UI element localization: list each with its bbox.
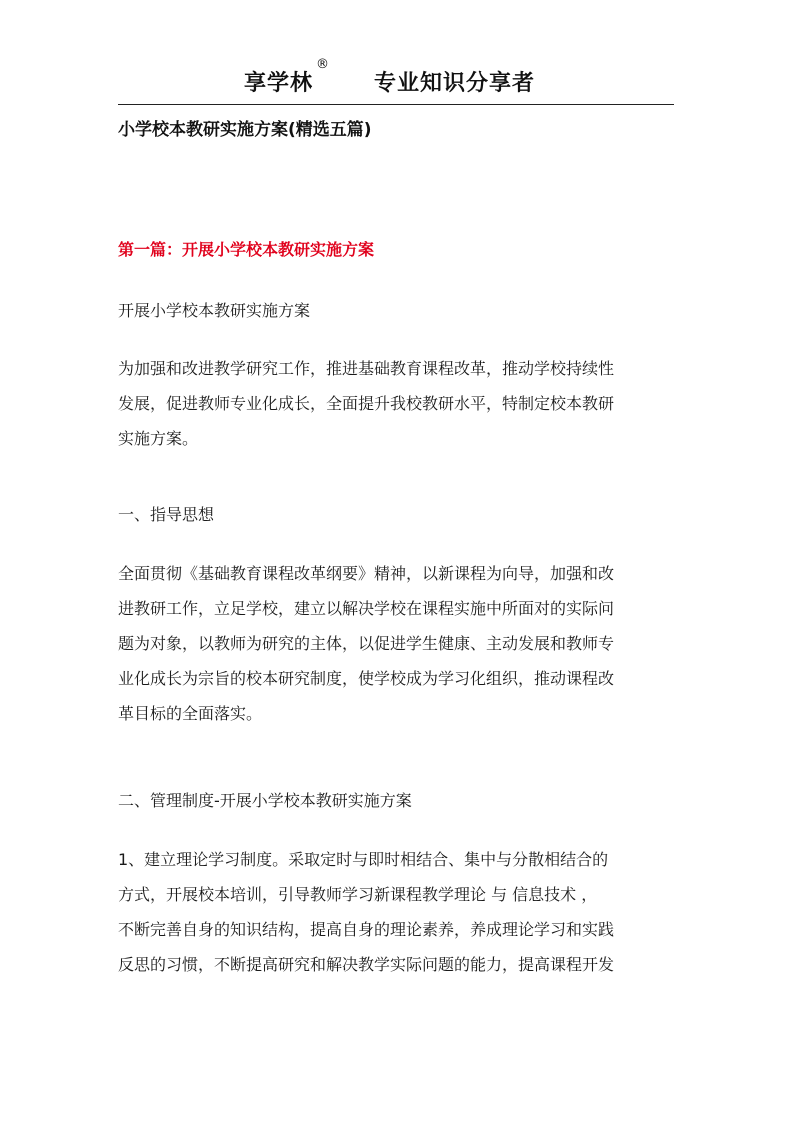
section-heading: 第一篇：开展小学校本教研实施方案 — [118, 240, 375, 259]
heading-guiding-principles — [118, 497, 678, 532]
header-divider — [118, 104, 674, 105]
registered-mark: ® — [316, 57, 329, 72]
rule-1-line-1: 1、建立理论学习制度。采取定时与即时相结合、集中与分散相结合的 — [118, 850, 609, 869]
guiding-line-4: 业化成长为宗旨的校本研究制度，使学校成为学习化组织，推动课程改 — [118, 669, 615, 688]
intro-paragraph — [118, 351, 678, 456]
rule-1-line-2: 方式，开展校本培训，引导教师学习新课程教学理论 与 信息技术 ， — [118, 885, 598, 904]
heading-1-line: 一、指导思想 — [118, 505, 215, 524]
intro-line-2: 发展，促进教师专业化成长，全面提升我校教研水平，特制定校本教研 — [118, 394, 615, 413]
subtitle-line: 开展小学校本教研实施方案 — [118, 301, 311, 320]
rule-1-line-4: 反思的习惯，不断提高研究和解决教学实际问题的能力，提高课程开发 — [118, 955, 615, 974]
brand-name: 享学林 — [244, 71, 314, 96]
rule-1-paragraph — [118, 842, 678, 982]
section-subtitle — [118, 293, 678, 328]
guiding-line-5: 革目标的全面落实。 — [118, 704, 263, 723]
page-header — [118, 58, 674, 104]
intro-line-3: 实施方案。 — [118, 429, 199, 448]
intro-line-1: 为加强和改进教学研究工作，推进基础教育课程改革，推动学校持续性 — [118, 359, 615, 378]
document-title: 小学校本教研实施方案(精选五篇) — [118, 120, 372, 140]
brand-tagline: 专业知识分享者 — [374, 71, 536, 96]
heading-2-line: 二、管理制度-开展小学校本教研实施方案 — [118, 791, 412, 810]
guiding-paragraph — [118, 556, 678, 731]
guiding-line-3: 题为对象，以教师为研究的主体，以促进学生健康、主动发展和教师专 — [118, 634, 615, 653]
guiding-line-2: 进教研工作，立足学校，建立以解决学校在课程实施中所面对的实际问 — [118, 599, 615, 618]
heading-management-system — [118, 783, 678, 818]
rule-1-line-3: 不断完善自身的知识结构，提高自身的理论素养，养成理论学习和实践 — [118, 920, 615, 939]
guiding-line-1: 全面贯彻《基础教育课程改革纲要》精神，以新课程为向导，加强和改 — [118, 564, 615, 583]
